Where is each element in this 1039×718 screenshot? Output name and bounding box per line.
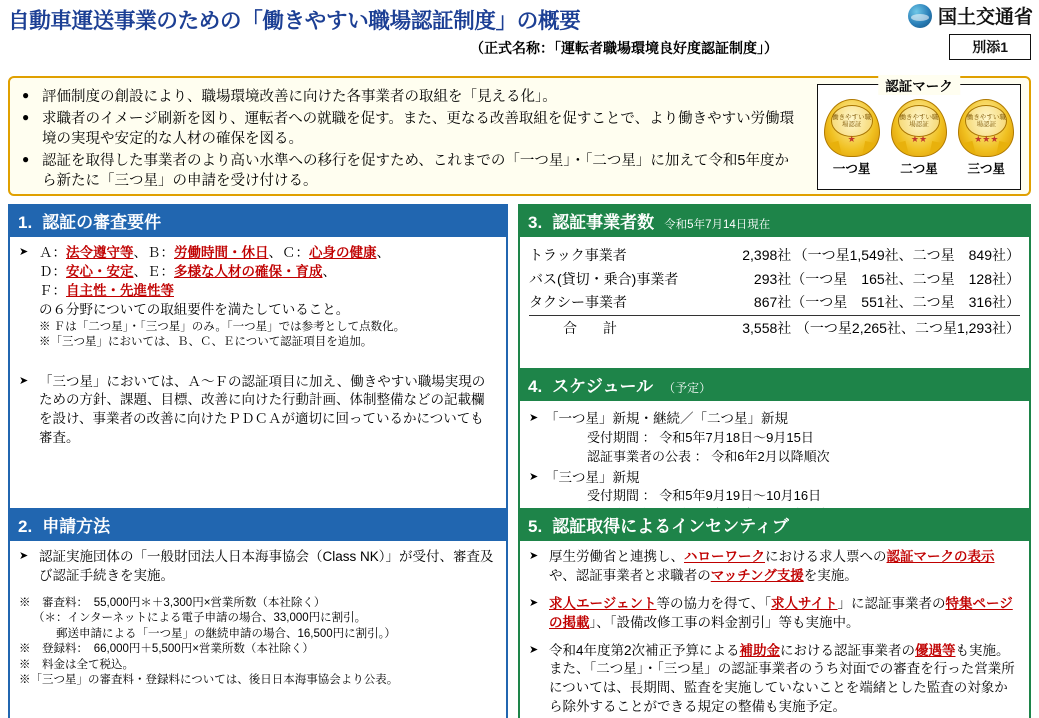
badge-stars: ★★★ (974, 134, 999, 144)
certification-mark-item (821, 99, 883, 177)
incentive-text-part: 」に認証事業者の (837, 595, 946, 611)
section-4-number: 4. (528, 377, 543, 396)
incentive-text-part: 等の協力を得て、「 (656, 595, 771, 611)
section-3-asof: 令和5年7月14日現在 (664, 219, 771, 231)
req-d-label: Ｄ： (39, 263, 66, 279)
section-1-number: 1. (18, 213, 33, 232)
three-star-description: ➤ 「三つ星」においては、Ａ～Ｆの認証項目に加え、働きやすい職場実現のための方針、課題、目標、改善に向けた行動計画、体制整備などの記載欄を設け、事業者の改善に向けたＰＤＣＡが適切に回っているかについても審査。 (19, 373, 497, 449)
section-4-title: スケジュール (552, 377, 654, 396)
req-d-value: 安心・安定 (66, 263, 134, 279)
section-2-header (8, 508, 508, 541)
fee-note-1-sub-2: 郵送申請による「一つ星」の継続申請の場合、16,500円に割引。） (33, 627, 396, 640)
schedule-line: 認証事業者の公表 ： 令和6年2月以降順次 (587, 448, 830, 464)
incentive-text-part: 厚生労働省と連携し、 (549, 549, 684, 564)
req-a-label: Ａ： (39, 245, 66, 260)
incentive-item (529, 595, 1020, 633)
table-row (529, 244, 1020, 268)
fee-note-1-sub-1: （＊：インターネットによる電子申請の場合、33,000円に割引。 (33, 612, 367, 625)
incentive-text-part: や、認証事業者と求職者の (549, 567, 711, 583)
operator-breakdown: （一つ星 165社、二つ星 128社） (791, 270, 1020, 287)
badge-label: 三つ星 (967, 162, 1006, 176)
incentive-highlight: ハローワーク (684, 549, 765, 564)
requirements-block (19, 244, 497, 351)
section-4-header (518, 368, 1031, 401)
section-1-header (8, 204, 508, 237)
section-3-header (518, 204, 1031, 237)
schedule-line: 受付期間 ： 令和5年7月18日～9月15日 (587, 429, 814, 445)
table-row (529, 291, 1020, 315)
incentive-text-part: も実施。また、「二つ星」・「三つ星」の認証事業者のうち対面での審査を行った営業所については、長期間、監査を実施していないことを端緒とした監査の対象から除外することができる規定の整備も実施予定。 (549, 642, 1015, 715)
section-1-note-2: ※「三つ星」においては、Ｂ、Ｃ、Ｅについて認証項目を追加。 (39, 336, 373, 349)
section-3-title: 認証事業者数 (552, 213, 655, 232)
incentive-highlight: 求人エージェント (549, 595, 657, 611)
requirement-line-2 (39, 263, 497, 282)
attachment-badge: 別添1 (949, 34, 1031, 60)
req-a-value: 法令遵守等 (66, 245, 134, 260)
badge-label: 二つ星 (900, 162, 938, 176)
req-sep-2: 、 (322, 263, 336, 279)
req-e-value: 多様な人材の確保・育成 (174, 263, 323, 279)
page-subtitle: （正式名称：「運転者職場環境良好度認証制度」） (470, 40, 778, 56)
certification-mark-row (818, 99, 1020, 177)
total-breakdown: （一つ星2,265社、二つ星1,293社） (791, 315, 1020, 340)
section-1-title: 認証の審査要件 (42, 213, 162, 232)
section-2-body (8, 541, 508, 718)
list-item: ● 認証を取得した事業者のより高い水準への移行を促すため、これまでの「一つ星」・「二つ星」に加えて令和5年度から新たに「三つ星」の申請を受け付ける。 (10, 151, 800, 192)
table-row (529, 268, 1020, 292)
operator-count: 867社 (753, 294, 792, 311)
requirement-line-4: の６分野についての取組要件を満たしていること。 (39, 301, 350, 317)
page-title: 自動車運送事業のための「働きやすい職場認証制度」の概要 (8, 9, 581, 33)
badge-inner-text: 働きやすい職場認証 (965, 105, 1007, 137)
section-5-header (518, 508, 1031, 541)
incentive-highlight: 認証マークの表示 (886, 549, 995, 564)
section-4-tentative: （予定） (663, 381, 712, 395)
three-star-badge-icon (958, 99, 1014, 157)
fee-note-4: ※「三つ星」の審査料・登録料については、後日日本海事協会より公表。 (19, 674, 399, 687)
section-5-title: 認証取得によるインセンティブ (552, 517, 789, 536)
incentive-text-part: を実施。 (803, 567, 858, 583)
certification-mark-item (955, 99, 1017, 177)
one-star-badge-icon (824, 99, 880, 157)
section-3-number: 3. (528, 213, 543, 232)
certification-mark-box (817, 79, 1021, 190)
schedule-line: 受付期間 ： 令和5年9月19日～10月16日 (587, 488, 822, 504)
badge-inner-text: 働きやすい職場認証 (831, 105, 873, 137)
total-count: 3,558社 (714, 315, 792, 340)
req-f-value: 自主性・先進性等 (66, 282, 174, 298)
req-c-value: 心身の健康 (309, 245, 377, 260)
certified-operators-table (529, 244, 1020, 340)
badge-stars: ★ (847, 134, 856, 144)
req-e-label: 、Ｅ： (133, 263, 174, 279)
incentive-highlight: マッチング支援 (710, 567, 804, 583)
incentive-text-part: 令和4年度第2次補正予算による (549, 642, 740, 658)
incentive-item (529, 548, 1020, 586)
section-1-note-1: ※ Ｆは「二つ星」・「三つ星」のみ。「一つ星」では参考として点数化。 (39, 320, 406, 333)
list-item: ● 求職者のイメージ刷新を図り、運転者への就職を促す。また、更なる改善取組を促すことで、より働きやすい労働環境の実現や安定的な人材の確保を図る。 (10, 109, 800, 150)
ministry-logo-icon (908, 4, 932, 28)
summary-box (8, 76, 1031, 196)
badge-inner-text: 働きやすい職場認証 (898, 105, 940, 137)
req-b-label: 、Ｂ： (133, 245, 174, 260)
incentive-highlight: 優遇等 (915, 642, 956, 658)
total-label: 合 計 (529, 315, 714, 340)
certification-mark-title: 認証マーク (878, 75, 960, 95)
operator-breakdown: （一つ星1,549社、二つ星 849社） (793, 247, 1020, 263)
badge-label: 一つ星 (832, 162, 871, 176)
schedule-group-head: ➤ 「一つ星」新規・継続／「二つ星」新規 (529, 410, 1020, 429)
page-header (0, 0, 1039, 66)
table-row-total (529, 315, 1020, 340)
incentive-highlight: 補助金 (739, 642, 781, 658)
section-5 (518, 508, 1031, 718)
incentive-item (529, 642, 1020, 718)
section-5-number: 5. (528, 517, 543, 536)
req-c-label: 、Ｃ： (268, 245, 309, 260)
requirement-line-3 (39, 282, 497, 301)
section-2 (8, 508, 508, 718)
section-2-number: 2. (18, 517, 33, 536)
req-f-label: Ｆ： (39, 282, 66, 298)
incentive-text-part: における求人票への (765, 549, 887, 564)
ministry-branding (908, 2, 1033, 29)
badge-stars: ★★ (910, 134, 928, 144)
requirement-line-1 (39, 244, 497, 263)
section-3-body (518, 237, 1031, 373)
certification-mark-item (888, 99, 950, 177)
operator-breakdown: （一つ星 551社、二つ星 316社） (791, 294, 1020, 311)
operator-count: 293社 (753, 270, 792, 287)
list-item: ● 評価制度の創設により、職場環境改善に向けた各事業者の取組を「見える化」。 (10, 87, 800, 108)
fee-note-2: ※ 登録料： 66,000円＋5,500円×営業所数（本社除く） (19, 643, 314, 656)
incentive-highlight: 求人サイト (770, 595, 838, 611)
incentive-text-part: 」、「設備改修工事の料金割引」等も実施中。 (589, 614, 860, 630)
section-5-body (518, 541, 1031, 718)
fee-note-1: ※ 審査料： 55,000円＊＋3,300円×営業所数（本社除く） (19, 596, 326, 609)
fee-note-3: ※ 料金は全て税込。 (19, 658, 134, 671)
incentive-highlight: 特集ページの掲載 (549, 595, 1013, 630)
section-1 (8, 204, 508, 527)
operator-type: タクシー事業者 (529, 294, 627, 311)
section-1-body (8, 237, 508, 527)
incentive-text-part: における認証事業者の (780, 642, 916, 658)
section-4-body (518, 401, 1031, 517)
section-2-title: 申請方法 (42, 517, 111, 536)
section-3 (518, 204, 1031, 373)
section-4 (518, 368, 1031, 517)
operator-count: 2,398社 (742, 247, 792, 263)
ministry-name: 国土交通省 (937, 7, 1033, 28)
operator-type: トラック事業者 (529, 247, 627, 263)
operator-type: バス(貸切・乗合)事業者 (529, 270, 679, 287)
req-sep-1: 、 (376, 245, 390, 260)
schedule-group-head: ➤ 「三つ星」新規 (529, 469, 1020, 488)
two-star-badge-icon (891, 99, 947, 157)
req-b-value: 労働時間・休日 (174, 245, 269, 260)
application-body-text: ➤ 認証実施団体の「一般財団法人日本海事協会（Class NK）」が受付、審査及び認証手続きを実施。 (19, 548, 497, 586)
summary-bullets (10, 78, 800, 192)
